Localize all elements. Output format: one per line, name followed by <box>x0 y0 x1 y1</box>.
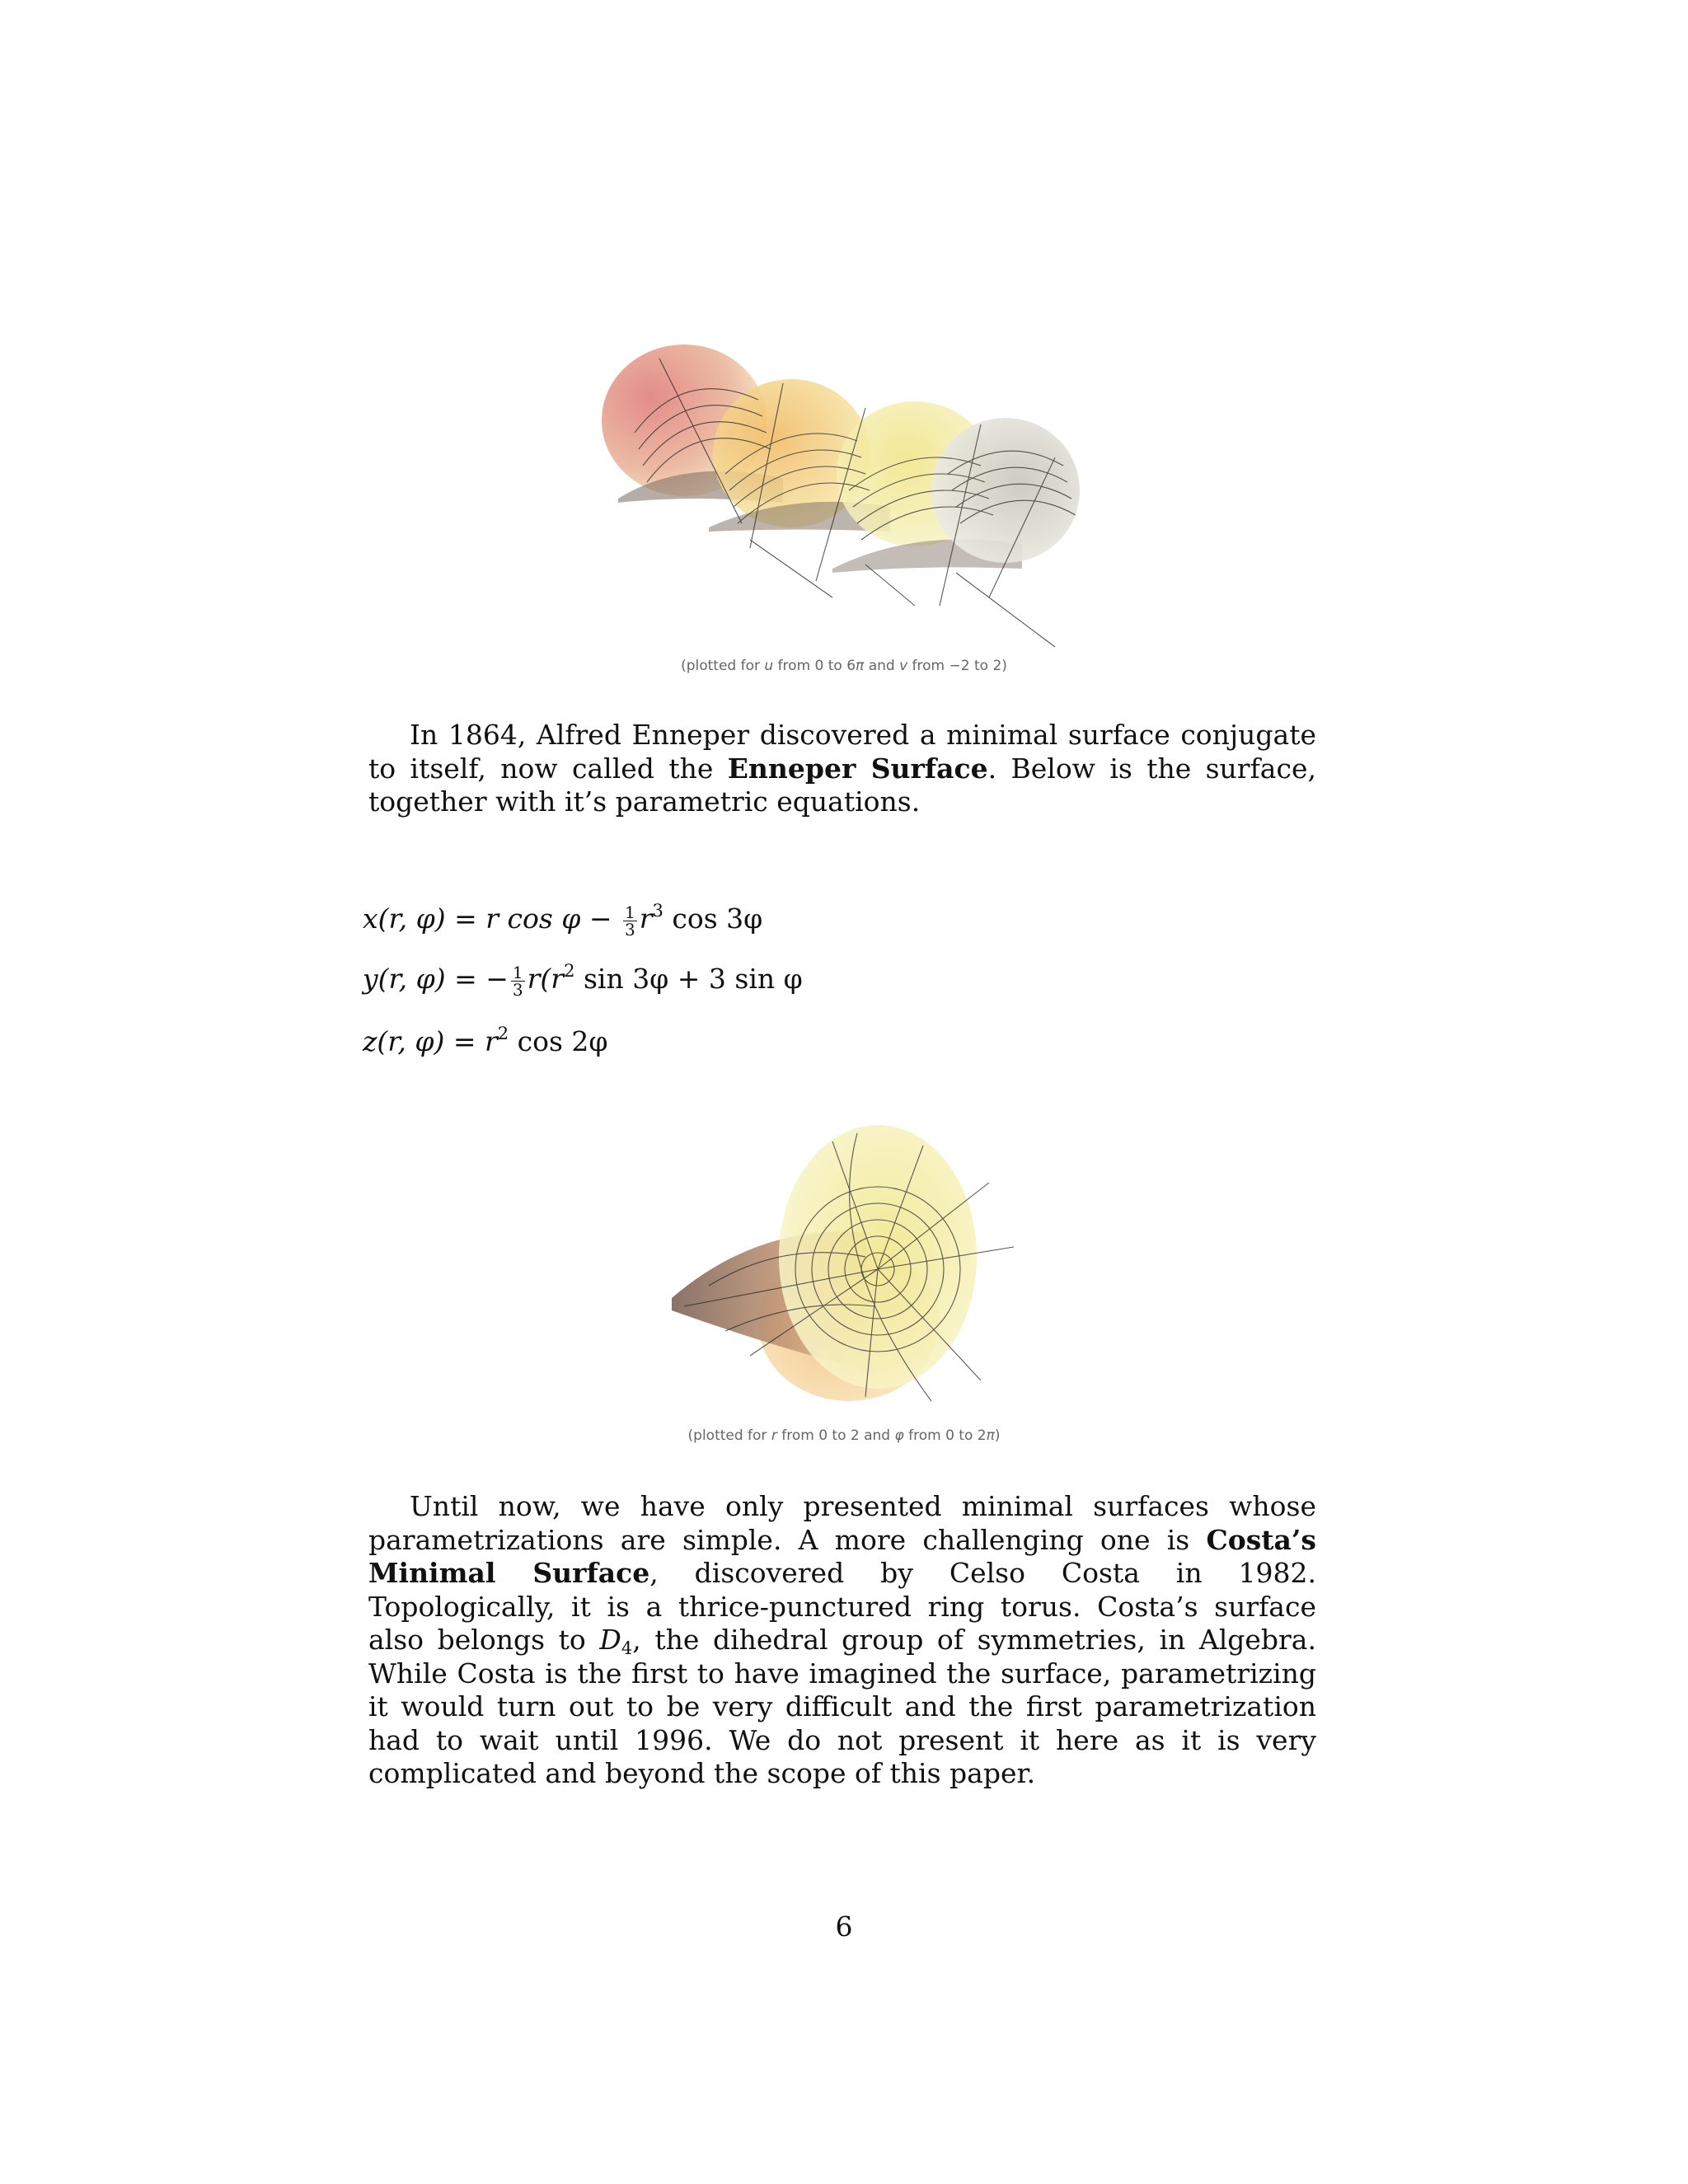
equation-x <box>363 902 762 938</box>
caption-text: from 0 to 2 <box>903 1427 987 1444</box>
equation-z-lhs: z(r, φ) = r <box>363 1025 498 1057</box>
equation-y-lhs: y(r, φ) = − <box>363 963 509 995</box>
equation-z <box>363 1025 608 1057</box>
caption-text: ) <box>994 1427 1001 1444</box>
paragraph-text: , the dihedral group of symmetries, in Algebra. While Costa is the first to have imagined the surface, parametrizing it would turn out to be very difficult and the first parametrization had to wait until 1996. We do not present it here as it is very complicated and beyond the scope of this paper. <box>368 1624 1316 1789</box>
figure-enneper-surface <box>659 1108 1039 1422</box>
fraction-den: 3 <box>625 919 635 940</box>
paragraph-costa-surface <box>368 1490 1316 1791</box>
symbol-d4: D <box>599 1624 621 1656</box>
caption-var-phi: φ <box>894 1427 904 1444</box>
equation-z-rhs: cos 2φ <box>509 1025 608 1057</box>
caption-var-r: r <box>771 1427 777 1444</box>
paragraph-text: . Below is the surface, together with it’s parametric equations. <box>368 752 1316 818</box>
equation-x-rhs: cos 3φ <box>663 902 763 935</box>
paragraph-enneper-intro <box>368 719 1316 819</box>
exponent: 2 <box>497 1024 509 1043</box>
exponent: 3 <box>652 901 663 921</box>
fraction-num: 1 <box>625 902 635 922</box>
caption-text: (plotted for <box>681 658 765 674</box>
figure-helicoid-surfaces <box>593 334 1088 655</box>
figure1-caption <box>0 658 1688 674</box>
paragraph-text: Until now, we have only presented minimal surfaces whose parametrizations are simple. A more challenging one is <box>368 1490 1316 1556</box>
caption-pi: π <box>986 1427 995 1444</box>
equation-r: r <box>639 902 653 935</box>
caption-var-v: v <box>899 658 908 674</box>
equation-y <box>363 963 803 998</box>
caption-text: and <box>864 658 900 674</box>
caption-text: from 0 to 2 and <box>776 1427 895 1444</box>
caption-var-u: u <box>764 658 774 674</box>
equation-y-mid: r(r <box>527 963 565 995</box>
equation-y-rhs: sin 3φ + 3 sin φ <box>574 963 803 995</box>
fraction-one-third <box>511 964 525 998</box>
paragraph-text: In 1864, Alfred Enneper discovered a minimal surface conjugate to itself, now called the <box>368 719 1316 785</box>
term-costas-minimal-surface: Costa’s Minimal Surface <box>368 1523 1316 1589</box>
term-enneper-surface: Enneper Surface <box>727 752 988 785</box>
page-number: 6 <box>835 1910 853 1943</box>
fraction-num: 1 <box>512 962 523 982</box>
fraction-den: 3 <box>512 979 523 1000</box>
caption-text: from −2 to 2) <box>907 658 1007 674</box>
surface-yellow-lobe <box>779 1125 977 1389</box>
caption-text: from 0 to 6 <box>773 658 856 674</box>
caption-text: (plotted for <box>687 1427 771 1444</box>
caption-pi: π <box>856 658 865 674</box>
subscript: 4 <box>621 1638 633 1658</box>
paragraph-text: , discovered by Celso Costa in 1982. Topologically, it is a thrice-punctured ring torus. Costa’s surface also belongs to <box>368 1557 1316 1656</box>
fraction-one-third <box>623 904 637 938</box>
exponent: 2 <box>564 961 575 981</box>
figure2-caption <box>0 1427 1688 1444</box>
equation-x-lhs: x(r, φ) = r cos φ − <box>363 902 621 935</box>
